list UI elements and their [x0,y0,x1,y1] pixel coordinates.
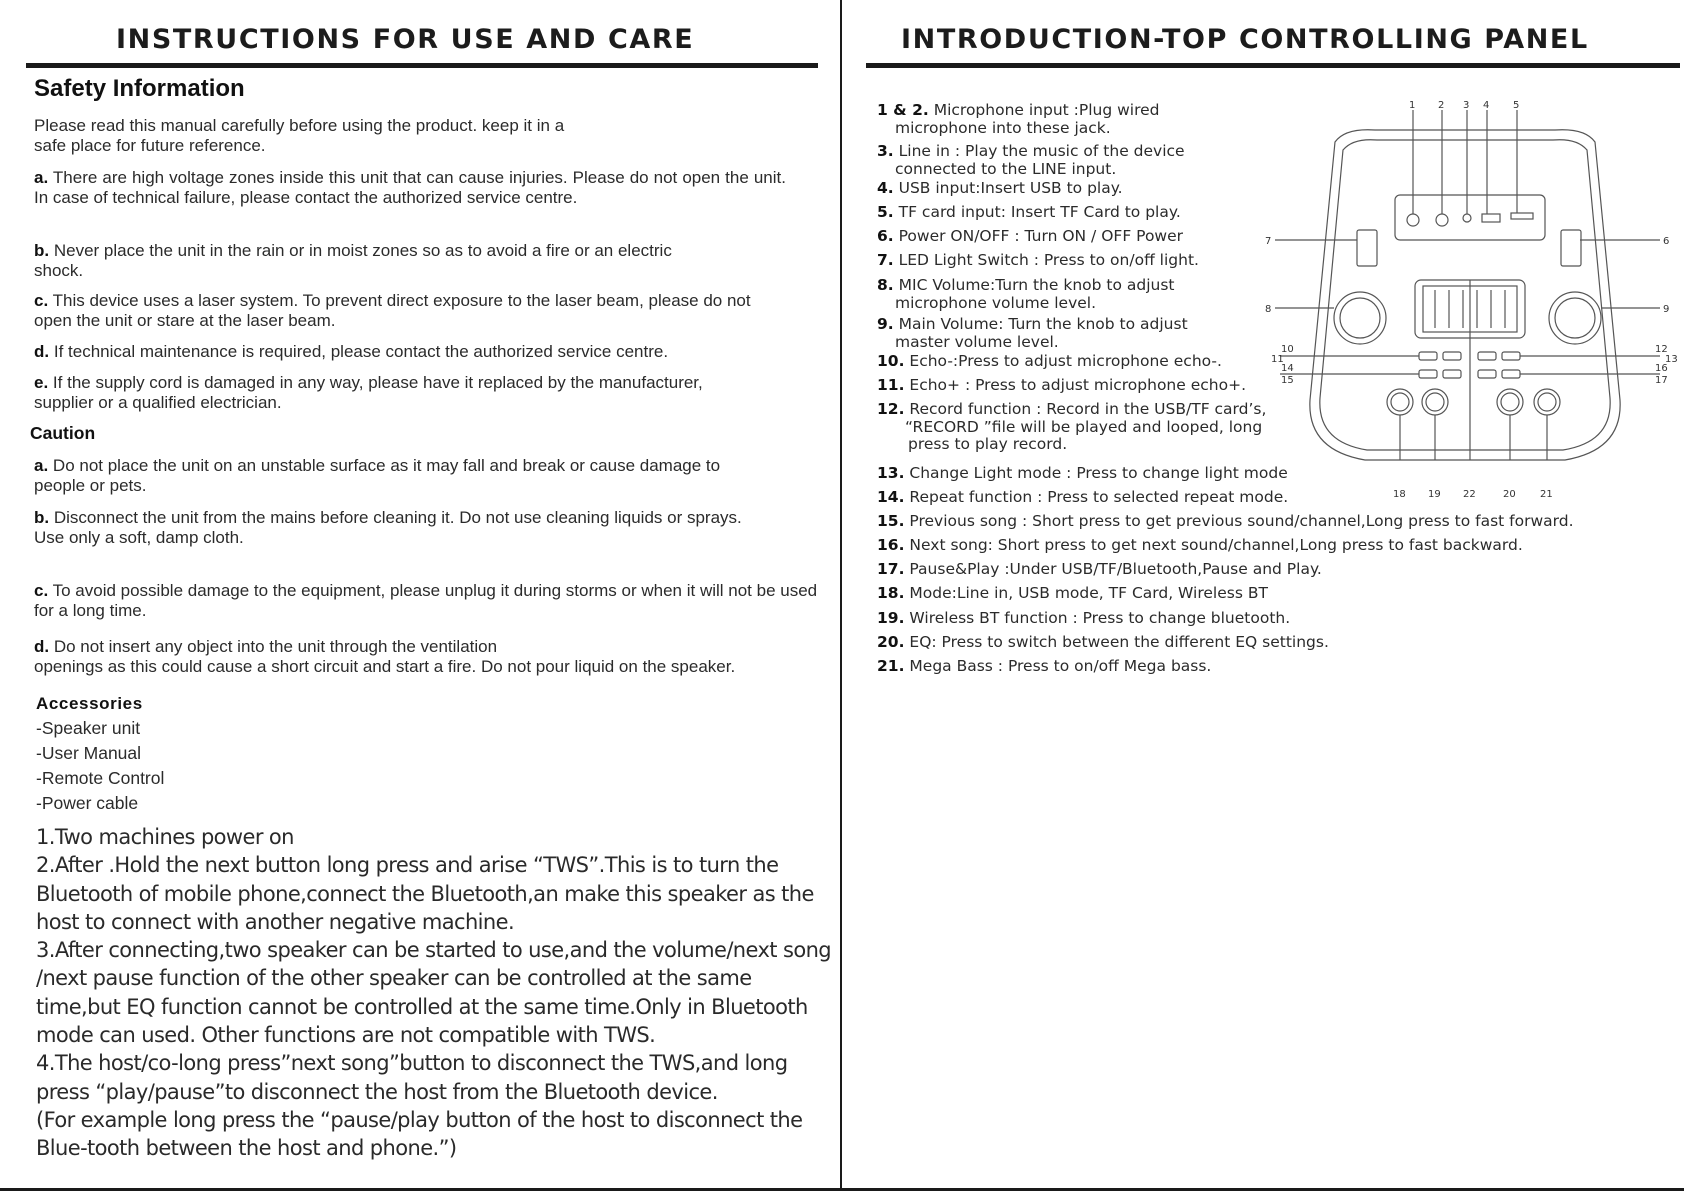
caution-item-d: d. Do not insert any object into the unit through the ventilation openings as this could cause a short circuit and start a fire. Do not pour liquid on the speaker. [34,637,736,676]
accessory-item: -Power cable [36,793,139,813]
play-button [1478,370,1496,378]
mic-volume-knob-inner [1340,298,1380,338]
tws-step: (For example long press the “pause/play button of the host to disconnect the Blue-tooth between the host and phone.”) [36,1107,803,1161]
tws-step: 4.The host/co-long press”next song”button to disconnect the TWS,and long press “play/pause”to disconnect the host from the Bluetooth device. [36,1051,788,1104]
safety-item-c: c. This device uses a laser system. To prevent direct exposure to the laser beam, please do not open the unit or stare at the laser beam. [34,291,751,330]
led-switch [1357,230,1377,266]
control-item-11: 11. Echo+ : Press to adjust microphone echo+. [877,376,1247,394]
mic2-jack [1436,214,1448,226]
control-item-20: 20. EQ: Press to switch between the different EQ settings. [877,633,1329,651]
tws-step: 1.Two machines power on [36,825,294,849]
echo-minus-button [1419,352,1437,360]
label-7: 7 [1265,236,1272,247]
caution-item-c: c. To avoid possible damage to the equipment, please unplug it during storms or when it will not be used for a long time. [34,581,818,620]
caution-item-b: b. Disconnect the unit from the mains before cleaning it. Do not use cleaning liquids or sprays. Use only a soft, damp cloth. [34,508,742,547]
caution-title: Caution [30,423,96,443]
label-1: 1 [1409,100,1416,111]
record-button [1502,352,1520,360]
label-12: 12 [1655,344,1668,355]
label-10: 10 [1281,344,1294,355]
power-switch [1561,230,1581,266]
main-volume-knob [1549,292,1601,344]
mic-volume-knob [1334,292,1386,344]
control-item-8: 8. MIC Volume:Turn the knob to adjust microphone volume level. [877,276,1175,312]
control-item-5: 5. TF card input: Insert TF Card to play. [877,203,1181,221]
label-4: 4 [1483,100,1490,111]
safety-item-e: e. If the supply cord is damaged in any way, please have it replaced by the manufacturer, supplier or a qualified electrician. [34,373,703,412]
speaker-body-inner [1320,140,1610,450]
control-item-16: 16. Next song: Short press to get next sound/channel,Long press to fast backward. [877,536,1523,554]
usb-port [1482,214,1500,222]
label-18: 18 [1393,489,1406,500]
label-5: 5 [1513,100,1520,111]
control-item-6: 6. Power ON/OFF : Turn ON / OFF Power [877,227,1184,245]
label-14: 14 [1281,363,1294,374]
control-item-14: 14. Repeat function : Press to selected repeat mode. [877,488,1289,506]
next-button [1502,370,1520,378]
control-panel-diagram [1265,100,1678,510]
label-6: 6 [1663,236,1670,247]
label-11: 11 [1271,354,1284,365]
control-item-13: 13. Change Light mode : Press to change light mode [877,464,1288,482]
prev-button [1443,370,1461,378]
tws-step: 2.After .Hold the next button long press and arise “TWS”.This is to turn the Bluetooth of mobile phone,connect the Bluetooth,an make this speaker as the host to connect with another negative machine. [36,853,814,934]
control-item-10: 10. Echo-:Press to adjust microphone echo-. [877,352,1222,370]
safety-item-d: d. If technical maintenance is required, please contact the authorized service centre. [34,342,669,361]
tws-step: 3.After connecting,two speaker can be started to use,and the volume/next song /next pause function of the other speaker can be controlled at the same time,but EQ function cannot be controlled at the same time.Only in Bluetooth mode can used. Other functions are not compatible with TWS. [36,938,832,1048]
line-in-jack [1463,214,1471,222]
input-strip [1395,195,1545,240]
label-15: 15 [1281,375,1294,386]
accessories-title: Accessories [36,694,143,713]
label-2: 2 [1438,100,1445,111]
control-item-12: 12. Record function : Record in the USB/TF card’s, “RECORD ”file will be played and looped, long press to play record. [877,400,1267,453]
left-heading: INSTRUCTIONS FOR USE AND CARE [116,24,695,55]
control-item-15: 15. Previous song : Short press to get previous sound/channel,Long press to fast forward. [877,512,1574,530]
light-button [1478,352,1496,360]
repeat-button [1419,370,1437,378]
safety-item-a: a. There are high voltage zones inside this unit that can cause injuries. Please do not open the unit. In case of technical failure, please contact the authorized service centre. [34,168,786,207]
control-item-21: 21. Mega Bass : Press to on/off Mega bass. [877,657,1212,675]
safety-item-b: b. Never place the unit in the rain or in moist zones so as to avoid a fire or an electric shock. [34,241,672,280]
tws-instructions [36,823,836,1163]
speaker-body-outline [1310,130,1620,460]
label-16: 16 [1655,363,1668,374]
control-item-3: 3. Line in : Play the music of the device connected to the LINE input. [877,142,1185,178]
accessory-item: -Speaker unit [36,718,141,738]
label-21: 21 [1540,489,1553,500]
control-item-19: 19. Wireless BT function : Press to change bluetooth. [877,609,1291,627]
control-item-9: 9. Main Volume: Turn the knob to adjust master volume level. [877,315,1188,351]
label-22: 22 [1463,489,1476,500]
left-heading-rule [26,63,818,68]
accessory-item: -Remote Control [36,768,165,788]
control-item-1-2: 1 & 2. Microphone input :Plug wired microphone into these jack. [877,101,1160,137]
control-item-17: 17. Pause&Play :Under USB/TF/Bluetooth,Pause and Play. [877,560,1322,578]
control-item-7: 7. LED Light Switch : Press to on/off light. [877,251,1199,269]
control-item-4: 4. USB input:Insert USB to play. [877,179,1123,197]
label-20: 20 [1503,489,1516,500]
tf-card-slot [1511,213,1533,219]
label-13: 13 [1665,354,1678,365]
main-volume-knob-inner [1555,298,1595,338]
accessory-item: -User Manual [36,743,142,763]
label-9: 9 [1663,304,1670,315]
safety-title: Safety Information [34,75,245,102]
right-heading: INTRODUCTION-TOP CONTROLLING PANEL [901,24,1589,55]
control-item-18: 18. Mode:Line in, USB mode, TF Card, Wireless BT [877,584,1268,602]
label-19: 19 [1428,489,1441,500]
label-17: 17 [1655,375,1668,386]
safety-intro: Please read this manual carefully before using the product. keep it in a safe place for future reference. [34,116,565,155]
label-3: 3 [1463,100,1470,111]
mic1-jack [1407,214,1419,226]
label-8: 8 [1265,304,1272,315]
left-page [0,0,840,1191]
echo-plus-button [1443,352,1461,360]
right-heading-rule [866,63,1680,68]
caution-item-a: a. Do not place the unit on an unstable surface as it may fall and break or cause damage to people or pets. [34,456,721,495]
